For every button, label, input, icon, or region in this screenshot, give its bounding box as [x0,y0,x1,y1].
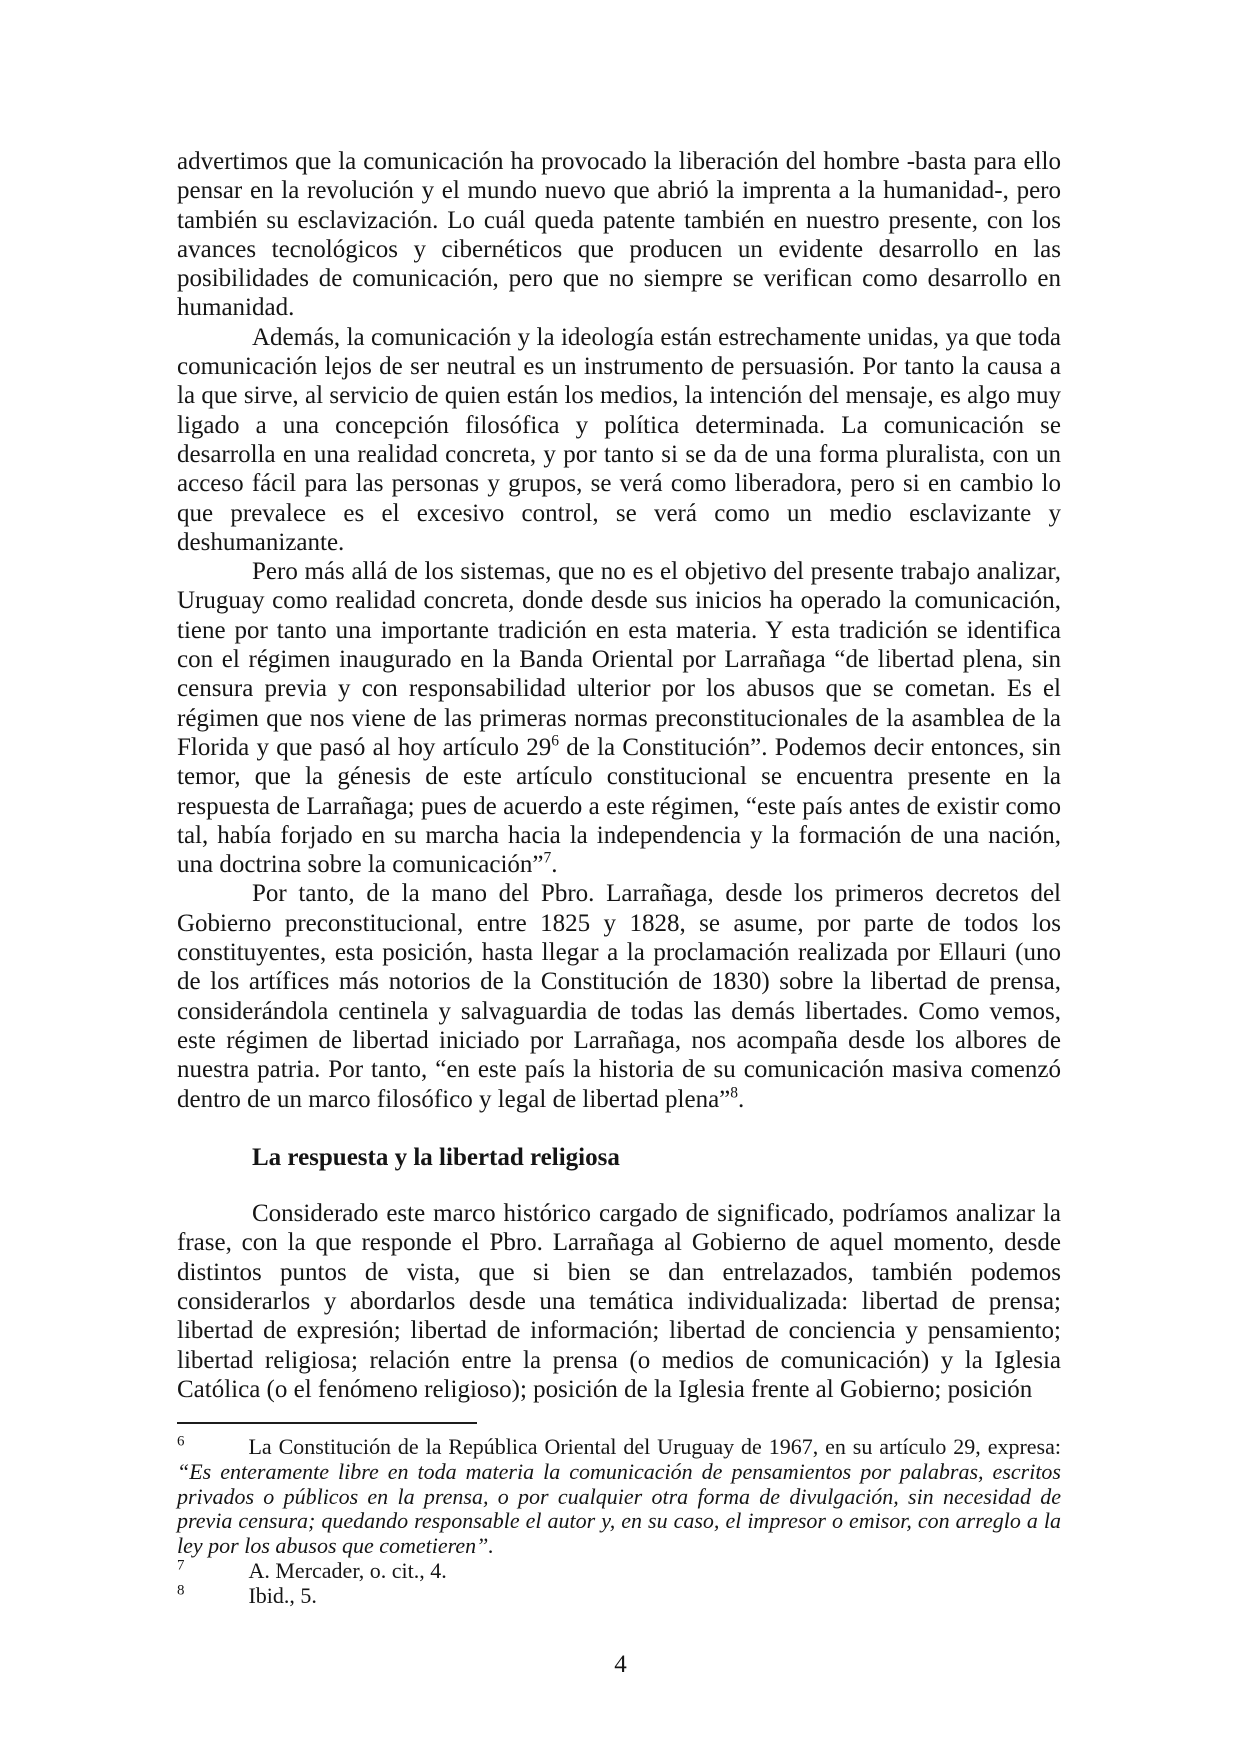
footnote-marker: 8 [177,1582,185,1599]
footnote-8: $^8$ Ibid., 5. [177,1582,317,1608]
page-number: 4 [614,1651,627,1678]
paragraph-4: Por tanto, de la mano del Pbro. Larrañaga, desde los primeros decretos del Gobierno preconstitucional, entre 1825 y 1828, se asume, por parte de todos los constituyentes, esta posición, hasta llegar a la proclamación realizada por Ellauri (uno de los artífices más notorios de la Constitución de 1830) sobre la libertad de prensa, considerándola centinela y salvaguardia de todas las demás libertades. Como vemos, este régimen de libertad iniciado por Larrañaga, nos acompaña desde los albores de nuestra patria. Por tanto, “en este país la historia de su comunicación masiva comenzó dentro de un marco filosófico y legal de libertad plena”$^8$. [177,880,1061,1113]
italic-quotation: “Es enteramente libre en toda materia la comunicación de pensamientos por palabras, escritos privados o públicos en la prensa, o por cualquier otra forma de divulgación, sin necesidad de previa censura; quedando responsable el autor y, en su caso, el impresor o emisor, con arreglo a la ley por los abusos que cometieren”. [177,1458,1061,1559]
footnote-reference: 6 [551,732,559,750]
footnote-marker: 6 [177,1433,185,1450]
paragraph-5: Considerado este marco histórico cargado de significado, podríamos analizar la frase, con la que responde el Pbro. Larrañaga al Gobierno de aquel momento, desde distintos puntos de vista, que si bien se dan entrelazados, también podemos considerarlos y abordarlos desde una temática individualizada: libertad de prensa; libertad de expresión; libertad de información; libertad de conciencia y pensamiento; libertad religiosa; relación entre la prensa (o medios de comunicación) y la Iglesia Católica (o el fenómeno religioso); posición de la Iglesia frente al Gobierno; posición [177,1200,1061,1403]
paragraph-3: Pero más allá de los sistemas, que no es el objetivo del presente trabajo analizar, Uruguay como realidad concreta, donde desde sus inicios ha operado la comunicación, tiene por tanto una importante tradición en esta materia. Y esta tradición se identifica con el régimen inaugurado en la Banda Oriental por Larrañaga “de libertad plena, sin censura previa y con responsabilidad ulterior por los abusos que se cometan. Es el régimen que nos viene de las primeras normas preconstitucionales de la asamblea de la Florida y que pasó al hoy artículo $29^6$ de la Constitución”. Podemos decir entonces, sin temor, que la génesis de este artículo constitucional se encuentra presente en la respuesta de Larrañaga; pues de acuerdo a este régimen, “este país antes de existir como tal, había forjado en su marcha hacia la independencia y la formación de una nación, una doctrina sobre la comunicación”$^7$. [177,558,1061,879]
footnote-separator-rule [177,1422,477,1424]
body-text [177,147,1061,1404]
footnotes-section [177,1422,1061,1609]
footnote-6: $^6$ La Constitución de la República Oriental del Uruguay de 1967, en su artículo 29, expresa: “Es enteramente libre en toda materia la comunicación de pensamientos por palabras, escritos privados o públicos en la prensa, o por cualquier otra forma de divulgación, sin necesidad de previa censura; quedando responsable el autor y, en su caso, el impresor o emisor, con arreglo a la ley por los abusos que cometieren”. [177,1433,1061,1559]
footnote-marker: 7 [177,1557,185,1574]
footnote-reference: 8 [730,1084,739,1102]
footnotes-list [177,1435,1061,1609]
footnote-7: $^7$ A. Mercader, o. cit., 4. [177,1557,447,1583]
footnote-reference: 7 [543,849,552,867]
paragraph-2: Además, la comunicación y la ideología están estrechamente unidas, ya que toda comunicación lejos de ser neutral es un instrumento de persuasión. Por tanto la causa a la que sirve, al servicio de quien están los medios, la intención del mensaje, es algo muy ligado a una concepción filosófica y política determinada. La comunicación se desarrolla en una realidad concreta, y por tanto si se da de una forma pluralista, con un acceso fácil para las personas y grupos, se verá como liberadora, pero si en cambio lo que prevalece es el excesivo control, se verá como un medio esclavizante y deshumanizante. [177,323,1061,556]
paragraph-1: advertimos que la comunicación ha provocado la liberación del hombre -basta para ello pensar en la revolución y el mundo nuevo que abrió la imprenta a la humanidad-, pero también su esclavización. Lo cuál queda patente también en nuestro presente, con los avances tecnológicos y cibernéticos que producen un evidente desarrollo en las posibilidades de comunicación, pero que no siempre se verifican como desarrollo en humanidad. [177,148,1061,322]
section-heading: La respuesta y la libertad religiosa [252,1143,620,1171]
